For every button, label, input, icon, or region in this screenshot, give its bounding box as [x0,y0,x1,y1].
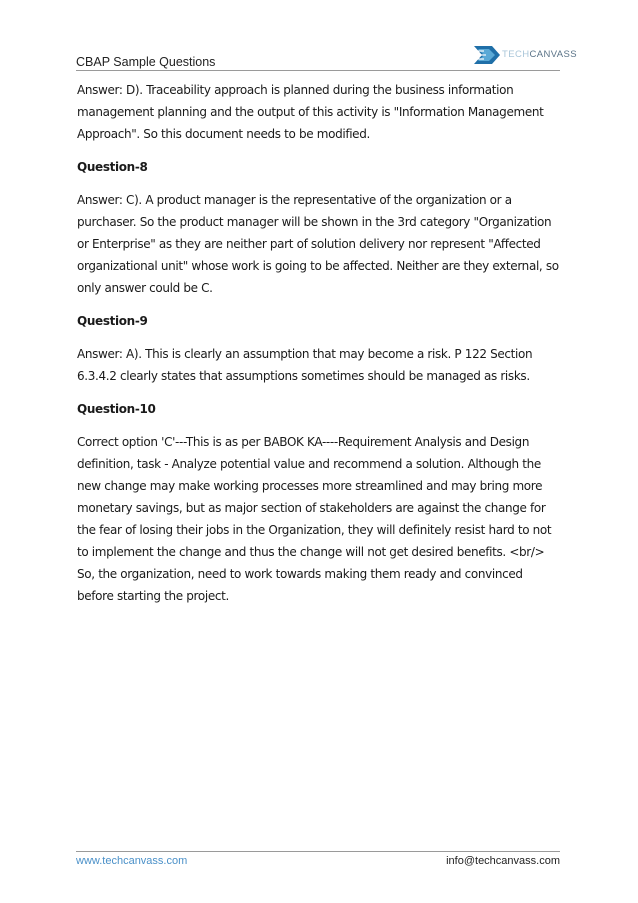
contact-email: info@techcanvass.com [446,855,560,867]
logo-wordmark [502,49,577,60]
logo-wordmark-suffix: CANVASS [529,49,577,60]
question-8-heading: Question-8 [77,160,148,174]
answer-7-paragraph: Answer: D). Traceability approach is planned during the business information management planning and the output of this activity is "Information Management Approach". So this document needs to be modified. [77,83,544,141]
techcanvass-logo [472,42,577,70]
answer-8-paragraph: Answer: C). A product manager is the representative of the organization or a purchaser. So the product manager will be shown in the 3rd category "Organization or Enterprise" as they are neither part of solution delivery nor represent "Affected organizational unit" whose work is going to be affected. Neither are they external, so only answer could be C. [77,193,559,295]
question-10-heading: Question-10 [77,402,156,416]
answer-10-paragraph: Correct option 'C'---This is as per BABOK KA----Requirement Analysis and Design definition, task - Analyze potential value and recommend a solution. Although the new change may make working processes more streamlined and may bring more monetary savings, but as major section of stakeholders are against the change for the fear of losing their jobs in the Organization, they will definitely resist hard to not to implement the change and thus the change will not get desired benefits. <br/> So, the organization, need to work towards making them ready and convinced before starting the project. [77,435,552,603]
document-title: CBAP Sample Questions [76,55,216,69]
answer-9-paragraph: Answer: A). This is clearly an assumption that may become a risk. P 122 Section 6.3.4.2 clearly states that assumptions sometimes should be managed as risks. [77,347,533,383]
website-link[interactable]: www.techcanvass.com [76,855,188,867]
footer-divider [76,851,560,852]
page-header [0,0,638,70]
header-divider [76,70,560,71]
logo-wordmark-prefix: TECH [502,49,530,60]
page-content [77,79,562,618]
techcanvass-logo-icon [472,42,502,68]
question-9-heading: Question-9 [77,314,148,328]
